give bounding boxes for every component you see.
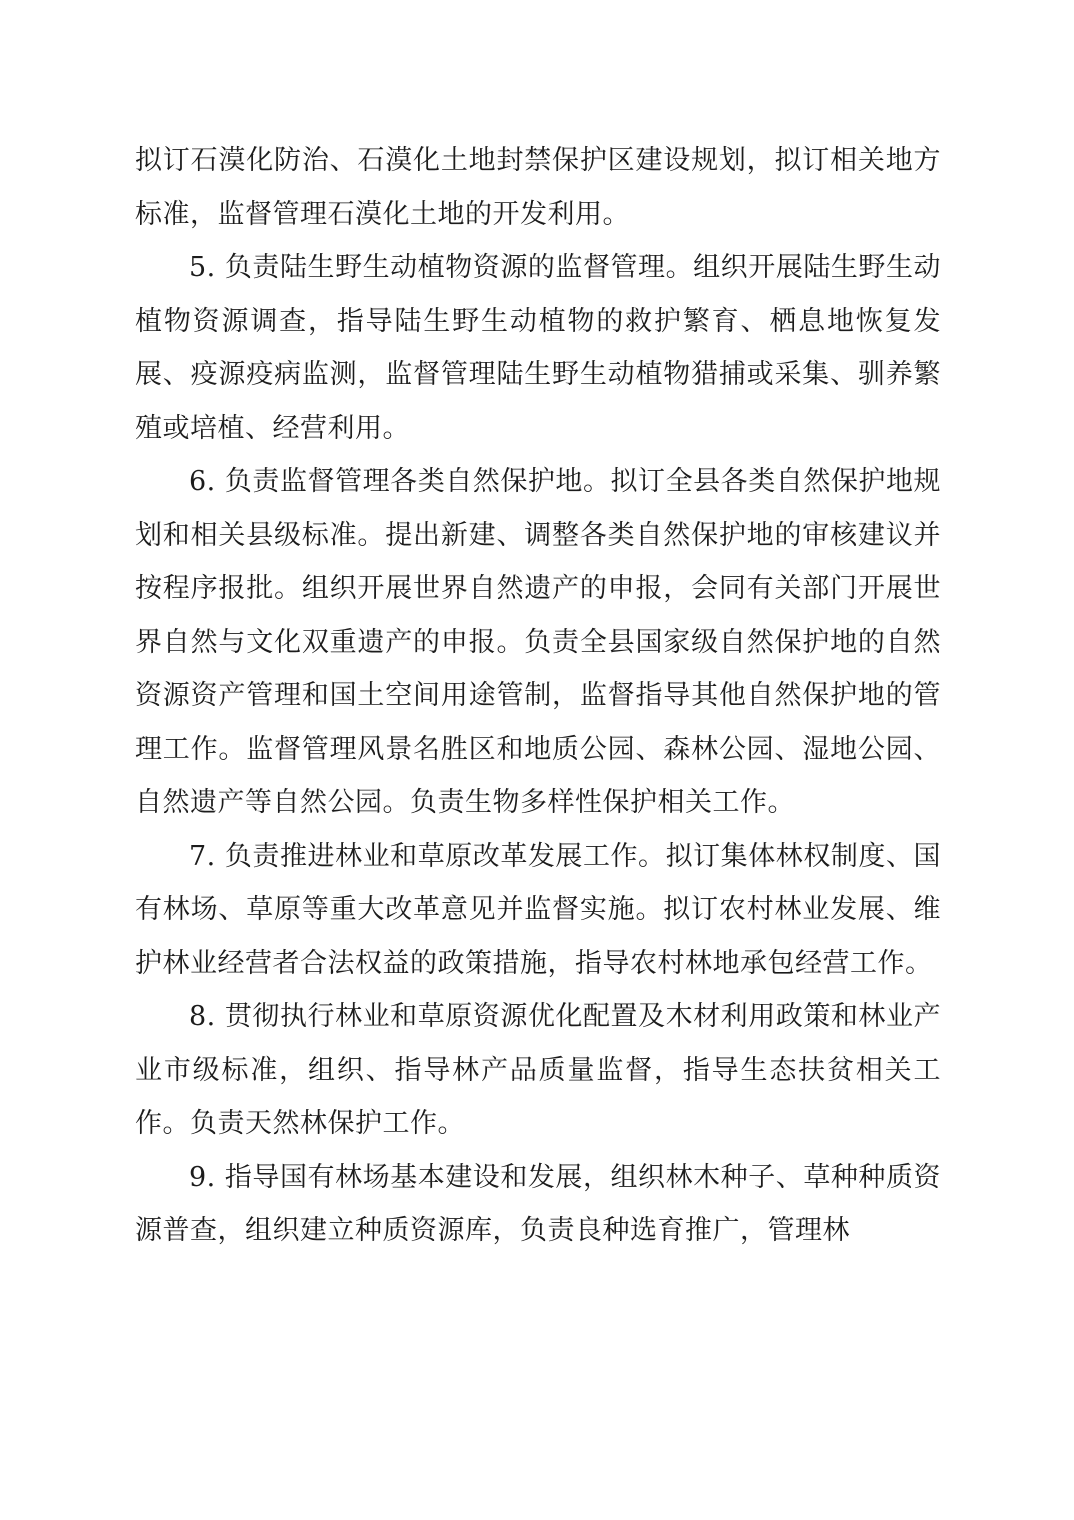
document-body — [135, 134, 941, 1258]
paragraph-item-5: 5. 负责陆生野生动植物资源的监督管理。组织开展陆生野生动植物资源调查，指导陆生野生动植物的救护繁育、栖息地恢复发展、疫源疫病监测，监督管理陆生野生动植物猎捕或采集、驯养繁殖或培植、经营利用。 — [135, 252, 941, 444]
paragraph-item-6: 6. 负责监督管理各类自然保护地。拟订全县各类自然保护地规划和相关县级标准。提出新建、调整各类自然保护地的审核建议并按程序报批。组织开展世界自然遗产的申报，会同有关部门开展世界自然与文化双重遗产的申报。负责全县国家级自然保护地的自然资源资产管理和国土空间用途管制，监督指导其他自然保护地的管理工作。监督管理风景名胜区和地质公园、森林公园、湿地公园、自然遗产等自然公园。负责生物多样性保护相关工作。 — [135, 466, 941, 818]
paragraph-continuation: 拟订石漠化防治、石漠化土地封禁保护区建设规划，拟订相关地方标准，监督管理石漠化土地的开发利用。 — [135, 145, 941, 230]
paragraph-item-7: 7. 负责推进林业和草原改革发展工作。拟订集体林权制度、国有林场、草原等重大改革意见并监督实施。拟订农村林业发展、维护林业经营者合法权益的政策措施，指导农村林地承包经营工作。 — [135, 840, 941, 979]
paragraph-item-8: 8. 贯彻执行林业和草原资源优化配置及木材利用政策和林业产业市级标准，组织、指导林产品质量监督，指导生态扶贫相关工作。负责天然林保护工作。 — [135, 1001, 941, 1139]
paragraph-item-9: 9. 指导国有林场基本建设和发展，组织林木种子、草种种质资源普查，组织建立种质资源库，负责良种选育推广，管理林 — [135, 1161, 941, 1246]
